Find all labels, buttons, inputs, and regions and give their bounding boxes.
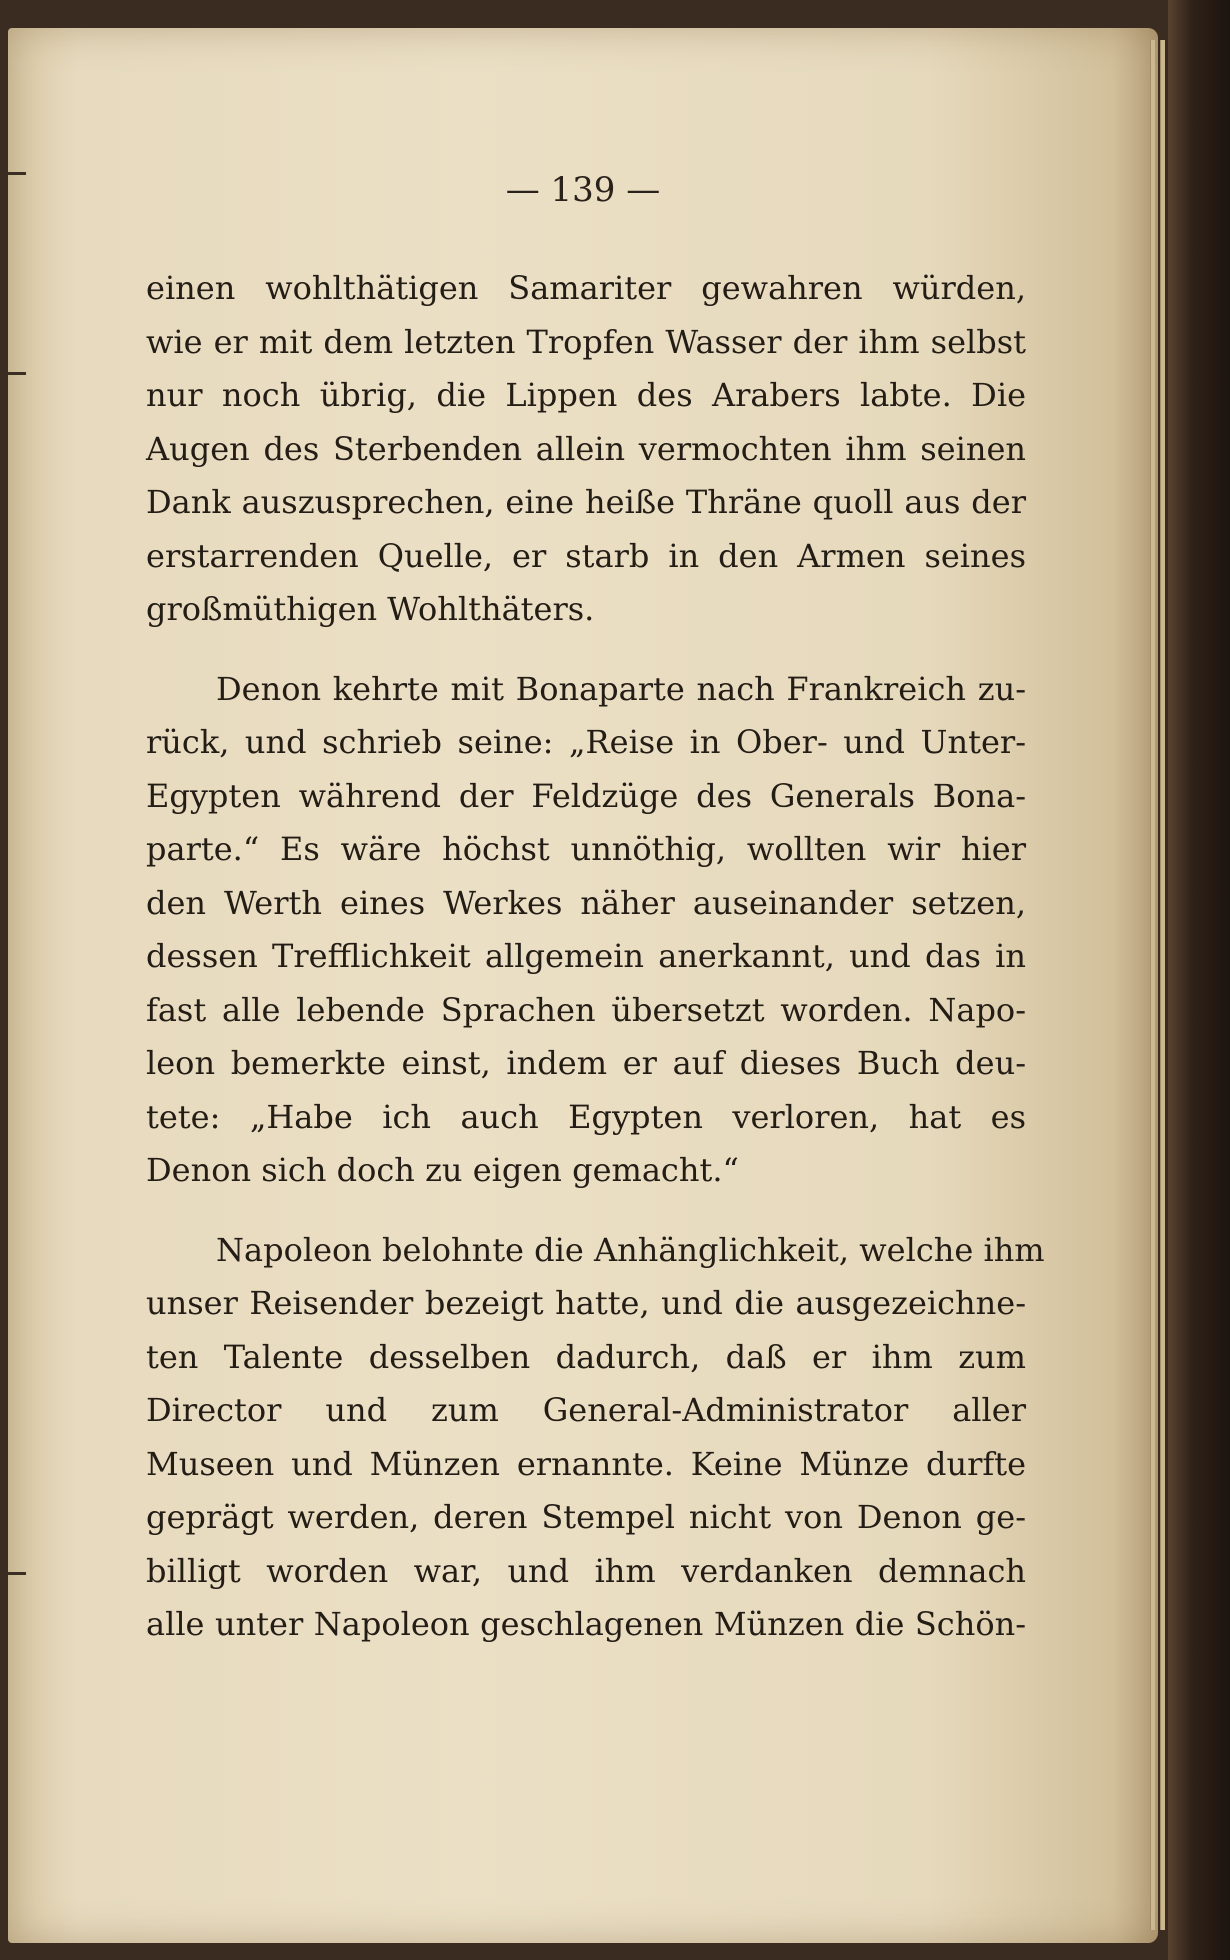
text-line: Denon kehrte mit Bonaparte nach Frankreich zu- (216, 669, 1026, 708)
text-line: leon bemerkte einst, indem er auf dieses Buch deu- (146, 1044, 1026, 1082)
text-line: einen wohlthätigen Samariter gewahren würden, (146, 269, 1026, 307)
body-text (146, 262, 1045, 1652)
page-number: — 139 — (505, 170, 661, 210)
text-line: nur noch übrig, die Lippen des Arabers labte. Die (146, 376, 1026, 414)
text-line: Augen des Sterbenden allein vermochten ihm seinen (146, 429, 1026, 468)
margin-mark (8, 372, 26, 375)
text-line: Museen und Münzen ernannte. Keine Münze durfte (146, 1444, 1026, 1483)
page-edge (1150, 40, 1155, 1930)
text-line: den Werth eines Werkes näher auseinander setzen, (146, 883, 1026, 922)
text-line: Napoleon belohnte die Anhänglichkeit, welche ihm (216, 1230, 1045, 1269)
text-line: erstarrenden Quelle, er starb in den Armen seines (146, 536, 1026, 575)
paragraph (146, 262, 1026, 637)
text-line: Director und zum General-Administrator aller (146, 1391, 1026, 1429)
text-line: billigt worden war, und ihm verdanken demnach (146, 1551, 1026, 1590)
text-line: fast alle lebende Sprachen übersetzt worden. Napo- (146, 990, 1026, 1029)
text-line: rück, und schrieb seine: „Reise in Ober- und Unter- (146, 723, 1026, 761)
text-line: ten Talente desselben dadurch, daß er ihm zum (146, 1337, 1026, 1376)
book-binding (1168, 0, 1230, 1960)
text-line: tete: „Habe ich auch Egypten verloren, hat es (146, 1097, 1026, 1136)
text-line: Denon sich doch zu eigen gemacht.“ (146, 1151, 739, 1189)
text-line: Dank auszusprechen, eine heiße Thräne quoll aus der (146, 483, 1026, 521)
text-line: unser Reisender bezeigt hatte, und die ausgezeichne- (146, 1284, 1026, 1322)
paragraph (146, 663, 1026, 1198)
text-line: parte.“ Es wäre höchst unnöthig, wollten wir hier (146, 830, 1026, 868)
paragraph (146, 1224, 1045, 1652)
text-line: dessen Trefflichkeit allgemein anerkannt, und das in (146, 937, 1026, 975)
text-line: Egypten während der Feldzüge des Generals Bona- (146, 776, 1026, 815)
margin-mark (8, 1572, 26, 1575)
text-line: alle unter Napoleon geschlagenen Münzen die Schön- (146, 1605, 1026, 1643)
text-line: geprägt werden, deren Stempel nicht von Denon ge- (146, 1498, 1026, 1536)
text-line: großmüthigen Wohlthäters. (146, 590, 595, 628)
page-edge (1160, 40, 1165, 1930)
text-line: wie er mit dem letzten Tropfen Wasser der ihm selbst (146, 322, 1026, 361)
